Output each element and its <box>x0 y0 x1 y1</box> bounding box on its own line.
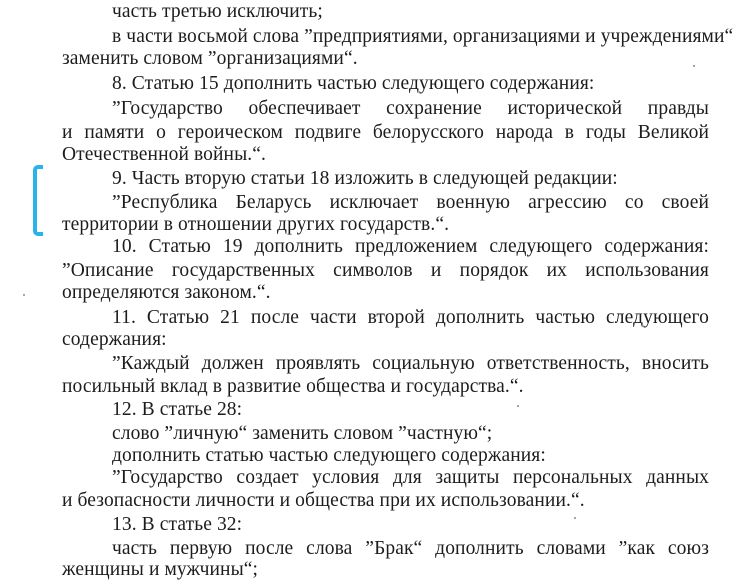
doc-line-17: посильный вклад в развитие общества и государства.“. <box>62 376 524 397</box>
doc-line-22: и безопасности личности и общества при их использовании.“. <box>62 490 585 511</box>
scan-speck <box>23 294 25 296</box>
doc-line-23: 13. В статье 32: <box>112 514 243 535</box>
doc-line-3: заменить словом ”организациями“. <box>62 48 358 69</box>
scan-speck <box>517 405 519 407</box>
doc-line-14: 11. Статью 21 после части второй дополнить частью следующего <box>112 307 709 328</box>
doc-line-13: определяются законом.“. <box>62 282 271 303</box>
doc-line-19: слово ”личную“ заменить словом ”частную“; <box>112 423 493 444</box>
doc-line-20: дополнить статью частью следующего содержания: <box>112 445 546 466</box>
doc-line-25: женщины и мужчины“; <box>62 559 259 580</box>
scan-speck <box>693 65 695 67</box>
doc-line-4: 8. Статью 15 дополнить частью следующего содержания: <box>112 73 595 94</box>
doc-line-12: ”Описание государственных символов и порядок их использования <box>62 260 709 281</box>
doc-line-24: часть первую после слова ”Брак“ дополнить словами ”как союз <box>112 538 709 559</box>
doc-line-21: ”Государство создает условия для защиты персональных данных <box>112 467 709 488</box>
doc-line-9: ”Республика Беларусь исключает военную агрессию со своей <box>112 192 709 213</box>
doc-line-11: 10. Статью 19 дополнить предложением следующего содержания: <box>112 236 709 257</box>
doc-line-7: Отечественной войны.“. <box>62 144 266 165</box>
scan-speck <box>574 517 576 519</box>
doc-line-8: 9. Часть вторую статьи 18 изложить в следующей редакции: <box>112 168 618 189</box>
doc-line-16: ”Каждый должен проявлять социальную ответственность, вносить <box>112 353 709 374</box>
doc-line-15: содержания: <box>62 329 167 350</box>
doc-line-10: территории в отношении других государств.“. <box>62 214 450 235</box>
doc-line-6: и памяти о героическом подвиге белорусского народа в годы Великой <box>62 122 709 143</box>
doc-line-5: ”Государство обеспечивает сохранение исторической правды <box>112 98 709 119</box>
doc-line-1: часть третью исключить; <box>112 1 323 22</box>
doc-line-2: в части восьмой слова ”предприятиями, организациями и учреждениями“ <box>112 26 734 47</box>
highlight-bracket <box>33 165 43 236</box>
doc-line-18: 12. В статье 28: <box>112 399 243 420</box>
